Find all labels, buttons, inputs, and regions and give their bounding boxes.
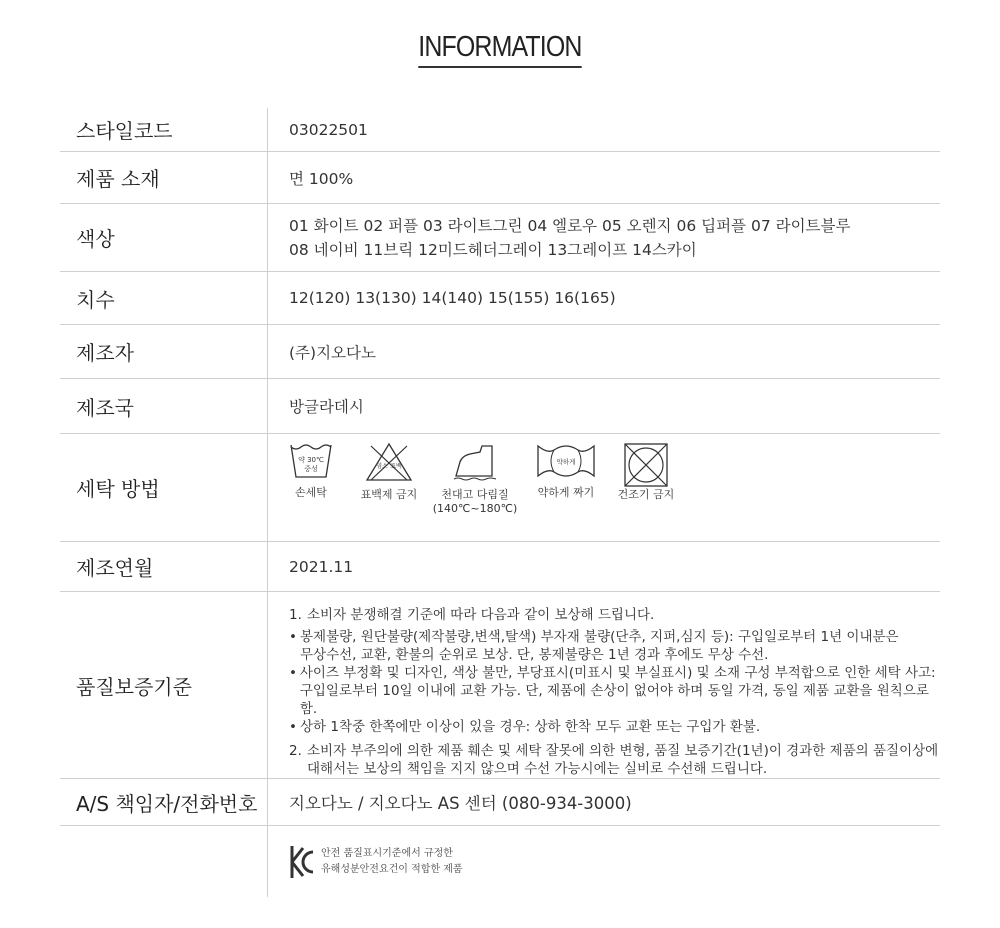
row-size [60, 272, 940, 325]
kc-certification [289, 844, 463, 880]
quality-item-1-number: 1. [289, 607, 302, 623]
label-style-code: 스타일코드 [60, 108, 268, 151]
row-country [60, 379, 940, 434]
label-as: A/S 책임자/전화번호 [60, 779, 268, 825]
info-table [60, 108, 940, 897]
kc-text-line1: 안전 품질표시기준에서 규정한 [321, 847, 453, 859]
quality-item-1 [289, 606, 654, 624]
row-material [60, 152, 940, 204]
quality-bullet-1-line1: 봉제불량, 원단불량(제작불량,변색,탈색) 부자재 불량(단추, 지퍼,심지 등): 구입일로부터 1년 이내분은 [300, 629, 899, 645]
caption-no-bleach: 표백제 금지 [360, 488, 418, 501]
label-quality: 품질보증기준 [60, 592, 268, 778]
quality-bullet-2 [289, 664, 940, 718]
value-size: 12(120) 13(130) 14(140) 15(155) 16(165) [289, 289, 616, 307]
label-maker: 제조자 [60, 325, 268, 378]
row-maker [60, 325, 940, 379]
row-style-code [60, 108, 940, 152]
care-no-bleach [359, 442, 419, 502]
value-color [268, 204, 940, 271]
row-color [60, 204, 940, 272]
svg-text:중성: 중성 [304, 465, 318, 473]
svg-text:염소: 염소 [376, 463, 388, 470]
label-color: 색상 [60, 204, 268, 271]
bullet-dot: • [289, 629, 297, 645]
page-title-wrap [0, 30, 1000, 68]
value-as: 지오다노 / 지오다노 AS 센터 (080-934-3000) [289, 794, 632, 813]
no-bleach-icon [365, 442, 413, 482]
gentle-wring-icon [536, 442, 596, 480]
care-no-tumble-dry [613, 442, 679, 502]
caption-iron [433, 488, 518, 516]
label-size: 치수 [60, 272, 268, 324]
row-kc [60, 826, 940, 897]
value-quality [268, 592, 940, 778]
quality-item-2-line2: 대해서는 보상의 책임을 지지 않으며 수선 가능시에는 실비로 수선해 드립니다. [307, 761, 768, 777]
caption-no-tumble-dry: 건조기 금지 [617, 488, 675, 501]
caption-iron-line2: (140℃~180℃) [432, 502, 518, 515]
row-washing [60, 434, 940, 542]
value-maker: (주)지오다노 [289, 343, 376, 362]
value-country: 방글라데시 [289, 398, 364, 416]
svg-text:약 30℃: 약 30℃ [298, 456, 324, 464]
quality-item-2-line1: 소비자 부주의에 의한 제품 훼손 및 세탁 잘못에 의한 변형, 품질 보증기간(1년)이 경과한 제품의 품질이상에 [307, 743, 939, 759]
svg-text:표백: 표백 [390, 463, 402, 470]
label-country: 제조국 [60, 379, 268, 433]
value-style-code: 03022501 [289, 120, 368, 139]
kc-text-line2: 유해성분안전요건이 적합한 제품 [321, 863, 463, 875]
quality-bullet-3-line1: 상하 1착중 한쪽에만 이상이 있을 경우: 상하 한착 모두 교환 또는 구입가 환불. [300, 719, 761, 735]
care-hand-wash [289, 442, 333, 500]
quality-item-1-text: 소비자 분쟁해결 기준에 따라 다음과 같이 보상해 드립니다. [307, 607, 655, 623]
svg-text:약하게: 약하게 [556, 458, 576, 466]
quality-bullet-1-line2: 무상수선, 교환, 환불의 순위로 보상. 단, 봉제불량은 1년 경과 후에도 무상 수선. [300, 647, 769, 663]
quality-bullet-3 [289, 718, 760, 736]
bullet-dot: • [289, 665, 297, 681]
quality-bullet-1 [289, 628, 899, 664]
quality-bullet-2-line2: 구입일로부터 10일 이내에 교환 가능. 단, 제품에 손상이 없어야 하며 동일 가격, 동일 제품 교환을 원칙으로 함. [299, 683, 929, 717]
care-gentle-wring [533, 442, 599, 500]
caption-hand-wash: 손세탁 [295, 486, 327, 499]
value-kc [268, 826, 940, 897]
label-washing: 세탁 방법 [60, 434, 268, 541]
quality-item-2 [289, 742, 938, 778]
caption-iron-line1: 천대고 다림질 [441, 488, 509, 501]
row-quality [60, 592, 940, 779]
no-tumble-dry-icon [623, 442, 669, 488]
care-iron [432, 442, 518, 516]
label-material: 제품 소재 [60, 152, 268, 203]
hand-wash-icon [290, 442, 332, 480]
label-kc-empty [60, 826, 268, 897]
color-line-2: 08 네이비 11브릭 12미드헤더그레이 13그레이프 14스카이 [289, 240, 697, 259]
caption-gentle-wring: 약하게 짜기 [537, 486, 595, 499]
kc-mark-icon [289, 844, 315, 880]
quality-bullet-2-line1: 사이즈 부정확 및 디자인, 색상 불만, 부당표시(미표시 및 부실표시) 및 소재 구성 부적합으로 인한 세탁 사고: [299, 665, 936, 681]
washing-icons [268, 434, 940, 541]
quality-item-2-number: 2. [289, 743, 302, 759]
color-line-1: 01 화이트 02 퍼플 03 라이트그린 04 엘로우 05 오렌지 06 딥퍼플 07 라이트블루 [289, 216, 851, 235]
bullet-dot: • [289, 719, 297, 735]
value-material: 면 100% [289, 169, 354, 188]
value-manufacture-date: 2021.11 [289, 557, 354, 576]
iron-icon [452, 442, 498, 482]
row-as [60, 779, 940, 826]
row-manufacture-date [60, 542, 940, 592]
page-title: INFORMATION [418, 30, 581, 68]
label-manufacture-date: 제조연월 [60, 542, 268, 591]
